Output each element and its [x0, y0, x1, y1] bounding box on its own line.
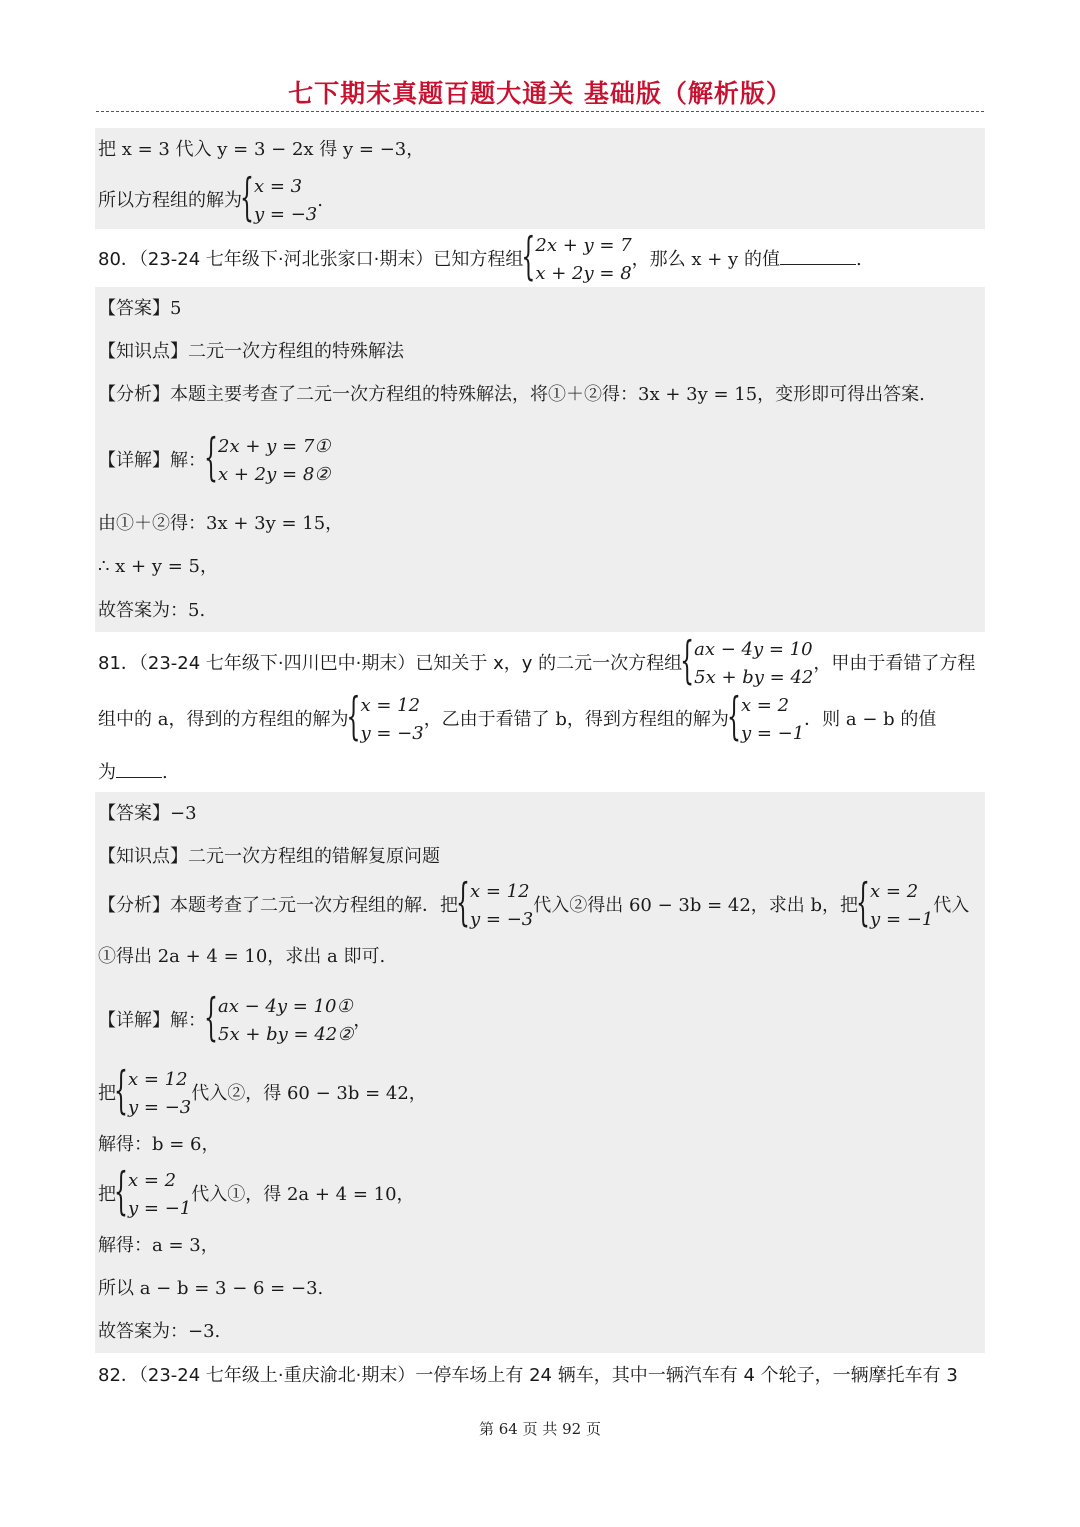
- q81-knowledge: 【知识点】二元一次方程组的错解复原问题: [98, 846, 440, 867]
- prev-line-2: 所以方程组的解为 { x = 3 y = −3 .: [98, 173, 323, 229]
- q81-analysis-system-1: { x = 12 y = −3: [458, 878, 533, 934]
- q81-system: { ax − 4y = 10 5x + by = 42: [682, 636, 813, 692]
- q80-step-3: 故答案为：5.: [98, 600, 206, 621]
- q81-detail-system: { ax − 4y = 10① 5x + by = 42②: [206, 993, 353, 1049]
- q80-answer-blank: [780, 248, 856, 265]
- q81-final: 故答案为：−3.: [98, 1321, 221, 1342]
- prev-line-1: 把 x = 3 代入 y = 3 − 2x 得 y = −3，: [98, 139, 425, 160]
- q80-step-2: ∴ x + y = 5，: [98, 556, 218, 577]
- q80-step-1: 由①＋②得：3x + 3y = 15，: [98, 513, 344, 534]
- q81-analysis-line-2: ①得出 2a + 4 = 10，求出 a 即可.: [98, 946, 386, 967]
- q80-question: 80．（23-24 七年级下·河北张家口·期末）已知方程组 { 2x + y = 7 x + 2y = 8 ，那么 x + y 的值 .: [98, 232, 862, 288]
- q80-detail-system: { 2x + y = 7① x + 2y = 8②: [206, 433, 330, 489]
- q81-substitute-1: 把 { x = 12 y = −3 代入②，得 60 − 3b = 42，: [98, 1066, 427, 1122]
- q81-analysis-system-2: { x = 2 y = −1: [858, 878, 933, 934]
- prev-solution-system: { x = 3 y = −3: [242, 173, 317, 229]
- q81-substitute-2: 把 { x = 2 y = −1 代入①，得 2a + 4 = 10，: [98, 1167, 415, 1223]
- q81-solve-b: 解得：b = 6，: [98, 1134, 220, 1155]
- q81-question-line-1: 81．（23-24 七年级下·四川巴中·期末）已知关于 x，y 的二元一次方程组 { ax − 4y = 10 5x + by = 42 ，甲由于看错了方程: [98, 636, 975, 692]
- q81-result: 所以 a − b = 3 − 6 = −3.: [98, 1278, 324, 1299]
- q81-sub2-system: { x = 2 y = −1: [116, 1167, 191, 1223]
- page-header-title: 七下期末真题百题大通关 基础版（解析版）: [288, 79, 792, 108]
- q81-system-yi: { x = 2 y = −1: [729, 692, 804, 748]
- q81-solve-a: 解得：a = 3，: [98, 1235, 219, 1256]
- q81-sub1-system: { x = 12 y = −3: [116, 1066, 191, 1122]
- q81-analysis-line-1: 【分析】本题考查了二元一次方程组的解．把 { x = 12 y = −3 代入②得出 60 − 3b = 42，求出 b，把 { x = 2 y = −1 代入: [98, 878, 969, 934]
- q81-answer-blank: [116, 761, 162, 778]
- q81-answer: 【答案】−3: [98, 803, 197, 824]
- q80-answer: 【答案】5: [98, 298, 182, 319]
- q80-analysis: 【分析】本题主要考查了二元一次方程组的特殊解法，将①＋②得：3x + 3y = 15，变形即可得出答案.: [98, 384, 925, 405]
- q80-system: { 2x + y = 7 x + 2y = 8: [523, 232, 631, 288]
- q81-system-jia: { x = 12 y = −3: [348, 692, 423, 748]
- q80-knowledge: 【知识点】二元一次方程组的特殊解法: [98, 341, 404, 362]
- page-footer: 第 64 页 共 92 页: [478, 1420, 601, 1438]
- header-divider: [96, 111, 984, 112]
- q81-question-line-3: 为 .: [98, 762, 168, 783]
- q80-detail: 【详解】解： { 2x + y = 7① x + 2y = 8②: [98, 433, 330, 489]
- q81-detail: 【详解】解： { ax − 4y = 10① 5x + by = 42② ，: [98, 993, 371, 1049]
- q82-question: 82．（23-24 七年级上·重庆渝北·期末）一停车场上有 24 辆车，其中一辆汽车有 4 个轮子，一辆摩托车有 3: [98, 1365, 958, 1386]
- q81-question-line-2: 组中的 a，得到的方程组的解为 { x = 12 y = −3 ，乙由于看错了 b，得到方程组的解为 { x = 2 y = −1 ．则 a − b 的值: [98, 692, 936, 748]
